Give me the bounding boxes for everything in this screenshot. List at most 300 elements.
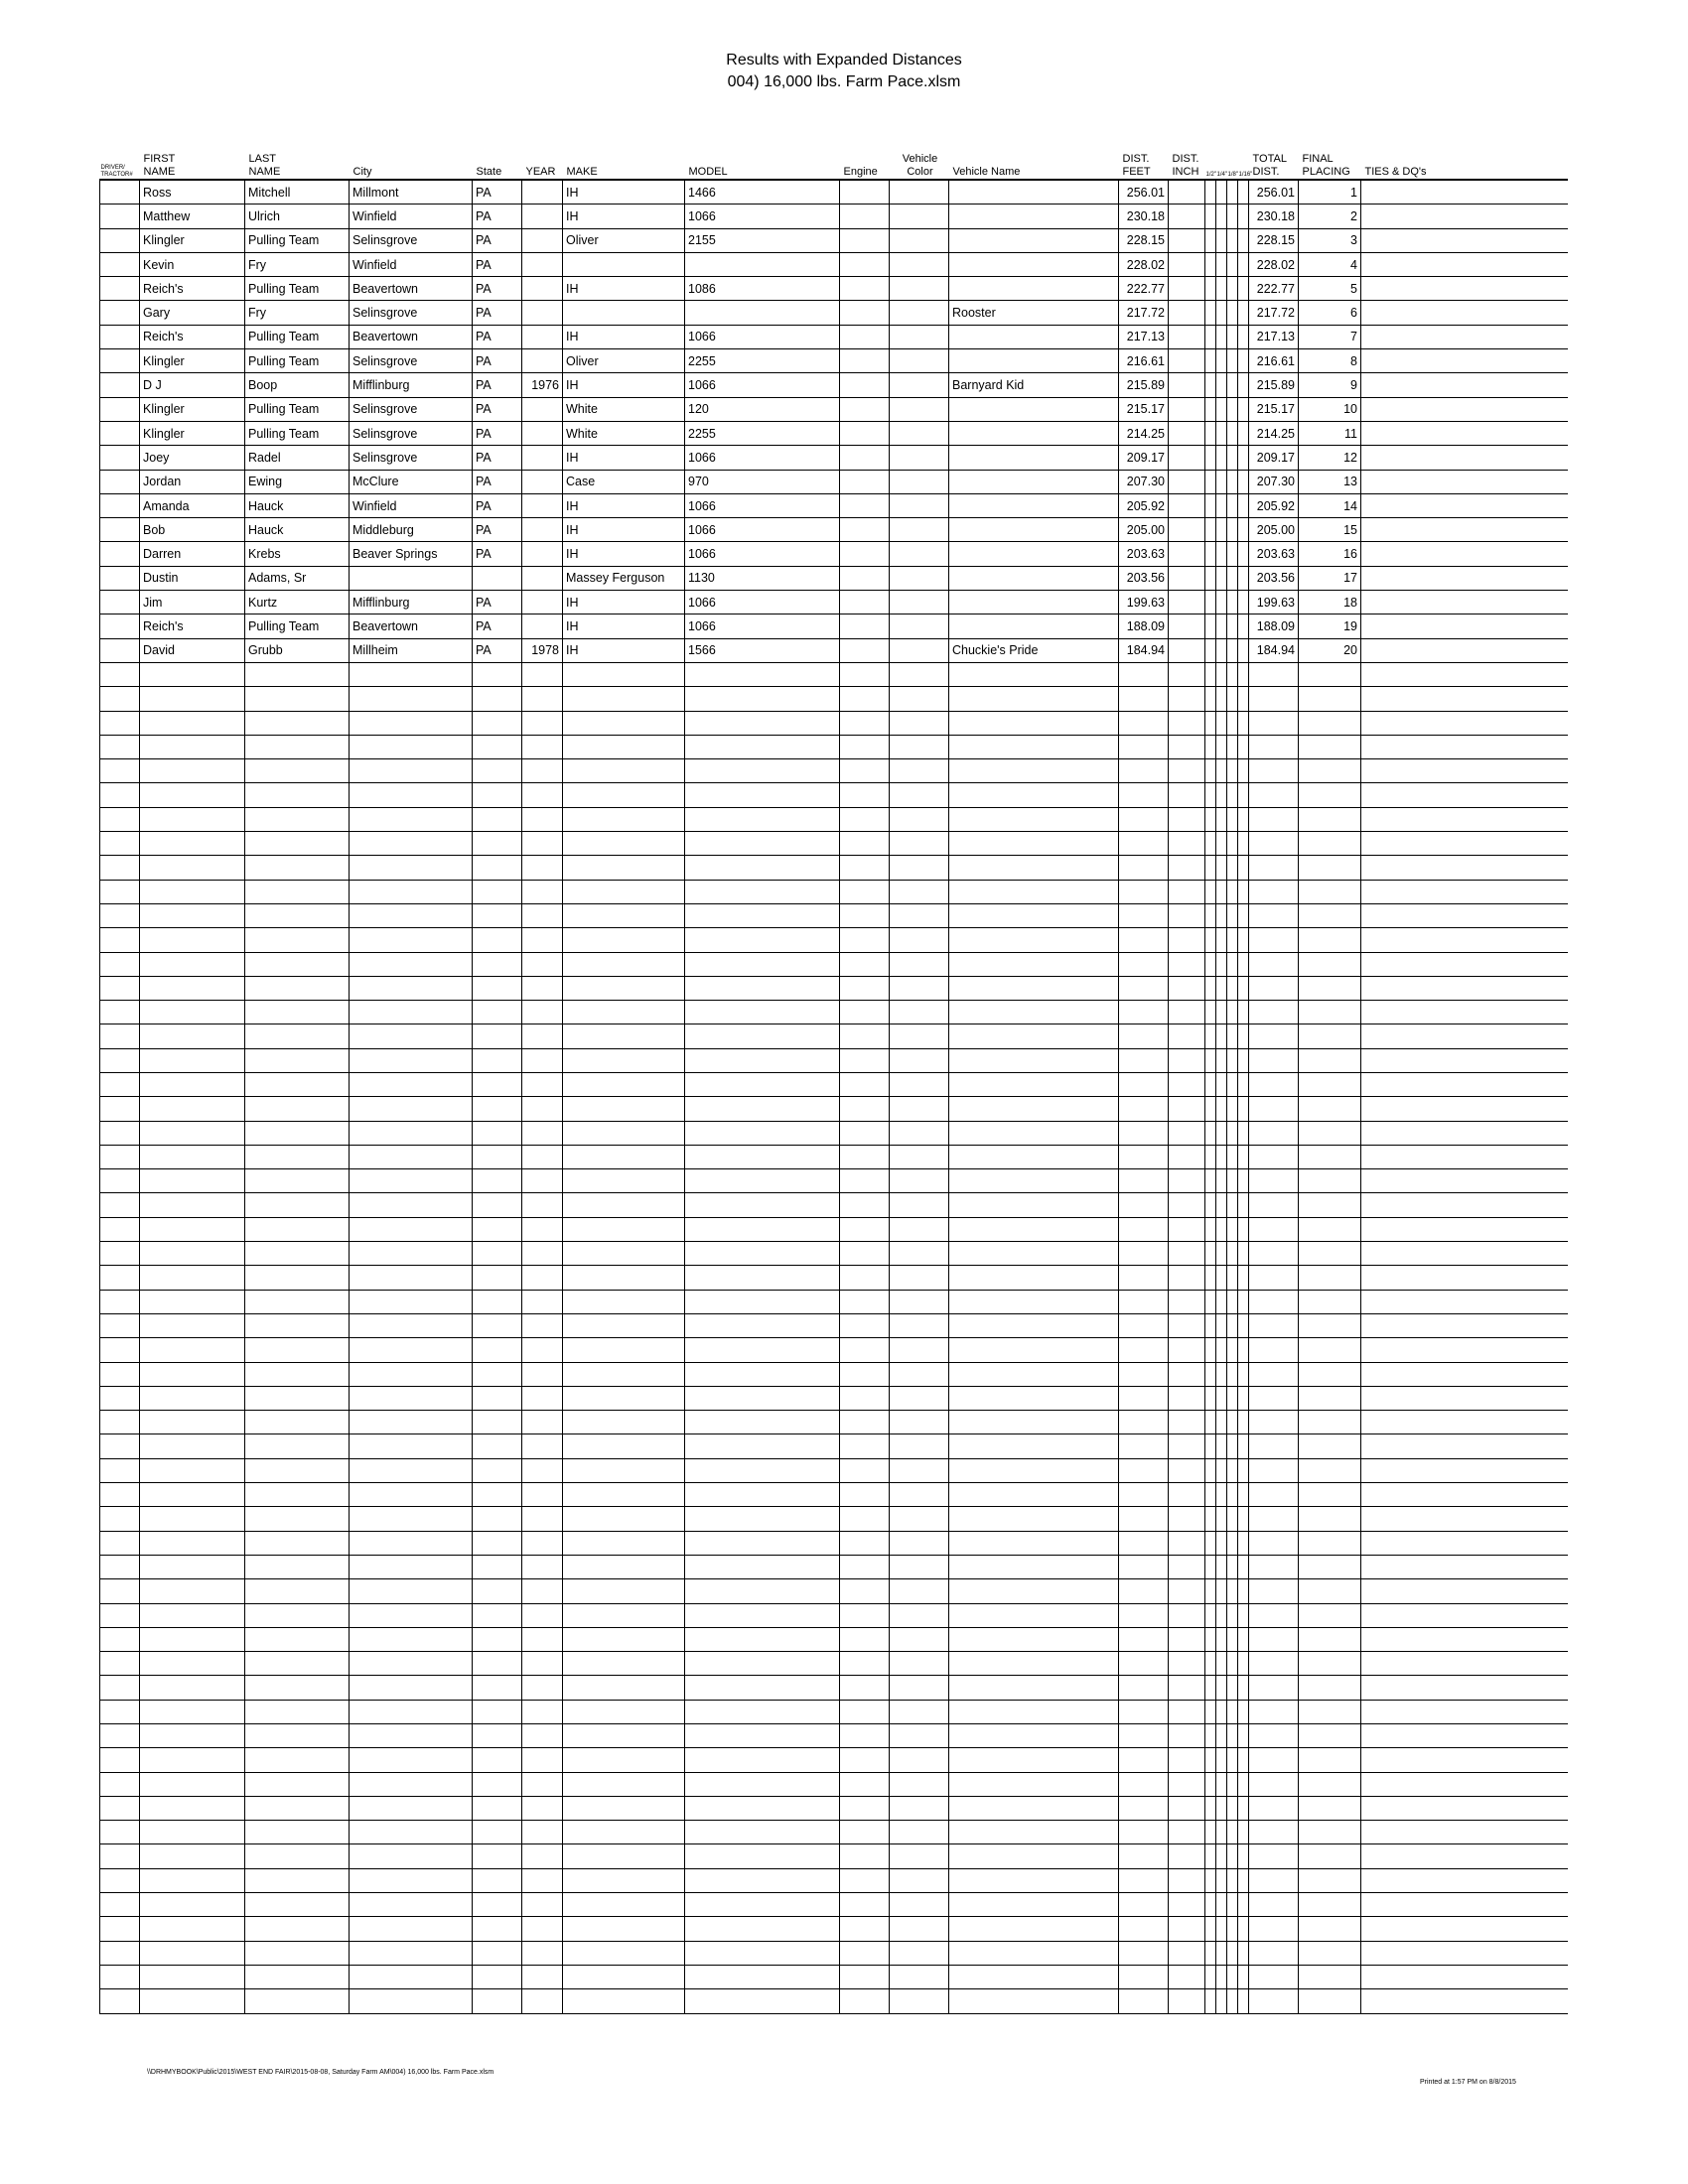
- table-cell: [1119, 1965, 1169, 1988]
- table-cell: [1169, 1652, 1205, 1676]
- table-cell: [1169, 1603, 1205, 1627]
- table-cell: [890, 1362, 949, 1386]
- table-cell: [949, 1965, 1119, 1988]
- table-cell: [1216, 807, 1227, 831]
- column-header-line1: DIST.: [1122, 153, 1150, 165]
- table-cell: [1238, 1868, 1249, 1892]
- table-cell: [1299, 1386, 1361, 1410]
- table-cell: [890, 542, 949, 566]
- table-cell: [890, 638, 949, 662]
- table-cell: [473, 1001, 522, 1024]
- table-cell: [1227, 301, 1238, 325]
- table-cell: 228.02: [1249, 252, 1299, 276]
- table-cell: [1216, 1965, 1227, 1988]
- table-cell: [890, 1290, 949, 1313]
- table-cell: [245, 1579, 350, 1603]
- table-cell: [949, 566, 1119, 590]
- table-cell: [949, 880, 1119, 903]
- table-cell: [140, 735, 245, 758]
- table-cell: [1119, 687, 1169, 711]
- table-cell: [949, 662, 1119, 686]
- table-cell: [1119, 1603, 1169, 1627]
- table-cell: [1216, 1001, 1227, 1024]
- table-cell: [685, 711, 840, 735]
- table-cell: [140, 1169, 245, 1193]
- table-cell: PA: [473, 325, 522, 348]
- empty-row: [100, 856, 1568, 880]
- table-cell: 1130: [685, 566, 840, 590]
- table-cell: [350, 1097, 473, 1121]
- table-cell: [1238, 1290, 1249, 1313]
- table-cell: [1361, 614, 1568, 638]
- table-cell: [1227, 1531, 1238, 1555]
- table-cell: [1169, 1868, 1205, 1892]
- table-cell: [1249, 1965, 1299, 1988]
- table-cell: [890, 1001, 949, 1024]
- table-cell: [1205, 1193, 1216, 1217]
- table-cell: [473, 1169, 522, 1193]
- empty-row: [100, 880, 1568, 903]
- table-cell: [949, 759, 1119, 783]
- table-cell: [1227, 783, 1238, 807]
- table-cell: [140, 856, 245, 880]
- table-cell: [1227, 1458, 1238, 1482]
- table-cell: [1361, 903, 1568, 927]
- table-cell: [1216, 1290, 1227, 1313]
- table-cell: [140, 1821, 245, 1844]
- table-cell: [1361, 1965, 1568, 1988]
- table-cell: [563, 1796, 685, 1820]
- table-cell: [522, 1652, 563, 1676]
- table-cell: David: [140, 638, 245, 662]
- table-cell: [1249, 662, 1299, 686]
- table-cell: [890, 903, 949, 927]
- table-cell: [100, 1579, 140, 1603]
- table-cell: [1205, 687, 1216, 711]
- table-cell: [949, 1652, 1119, 1676]
- table-cell: [949, 928, 1119, 952]
- table-cell: 215.89: [1119, 373, 1169, 397]
- table-cell: [140, 1555, 245, 1578]
- table-cell: [890, 1868, 949, 1892]
- table-cell: [1299, 1844, 1361, 1868]
- table-cell: [563, 1483, 685, 1507]
- table-cell: [1249, 928, 1299, 952]
- table-cell: [522, 566, 563, 590]
- table-cell: [473, 735, 522, 758]
- table-cell: [245, 1458, 350, 1482]
- table-cell: [563, 1362, 685, 1386]
- table-cell: [1216, 1458, 1227, 1482]
- table-cell: [1205, 880, 1216, 903]
- table-cell: [685, 807, 840, 831]
- table-cell: [1205, 180, 1216, 205]
- table-cell: [522, 1266, 563, 1290]
- table-cell: PA: [473, 349, 522, 373]
- table-cell: Pulling Team: [245, 325, 350, 348]
- table-cell: [1361, 880, 1568, 903]
- table-cell: [1169, 662, 1205, 686]
- table-cell: [840, 614, 890, 638]
- table-cell: [1205, 1024, 1216, 1048]
- table-cell: [350, 1772, 473, 1796]
- table-cell: [140, 687, 245, 711]
- table-cell: [1169, 903, 1205, 927]
- table-cell: [563, 1627, 685, 1651]
- table-cell: Kurtz: [245, 591, 350, 614]
- table-cell: PA: [473, 518, 522, 542]
- table-cell: [1119, 1362, 1169, 1386]
- table-cell: [245, 783, 350, 807]
- table-cell: [1249, 1386, 1299, 1410]
- table-cell: Reich's: [140, 614, 245, 638]
- table-cell: PA: [473, 493, 522, 517]
- table-cell: [522, 301, 563, 325]
- table-cell: [522, 976, 563, 1000]
- table-cell: [522, 252, 563, 276]
- table-cell: [1216, 1024, 1227, 1048]
- table-cell: [245, 976, 350, 1000]
- table-cell: [100, 1434, 140, 1458]
- table-cell: [949, 205, 1119, 228]
- table-cell: [890, 1386, 949, 1410]
- table-cell: [1169, 1844, 1205, 1868]
- table-cell: [1361, 1724, 1568, 1748]
- table-cell: [1205, 1001, 1216, 1024]
- table-cell: 2255: [685, 421, 840, 445]
- table-cell: [1169, 1001, 1205, 1024]
- table-cell: [140, 880, 245, 903]
- table-cell: [840, 1603, 890, 1627]
- table-cell: [1361, 373, 1568, 397]
- table-cell: [1361, 1483, 1568, 1507]
- table-cell: 184.94: [1249, 638, 1299, 662]
- table-cell: [890, 205, 949, 228]
- table-cell: [1227, 711, 1238, 735]
- table-cell: [1227, 1001, 1238, 1024]
- table-cell: [1227, 566, 1238, 590]
- table-cell: [473, 1868, 522, 1892]
- table-cell: Pulling Team: [245, 421, 350, 445]
- table-cell: [245, 928, 350, 952]
- table-cell: [1361, 856, 1568, 880]
- table-cell: Krebs: [245, 542, 350, 566]
- table-cell: [350, 1627, 473, 1651]
- table-cell: [100, 1507, 140, 1531]
- table-cell: [1227, 1941, 1238, 1965]
- table-cell: [1299, 807, 1361, 831]
- table-row: [100, 205, 1568, 228]
- column-header: [1249, 144, 1299, 180]
- table-cell: [840, 1001, 890, 1024]
- table-cell: [1361, 711, 1568, 735]
- table-cell: [1216, 687, 1227, 711]
- empty-row: [100, 1821, 1568, 1844]
- table-cell: [1205, 325, 1216, 348]
- table-cell: [1216, 928, 1227, 952]
- table-cell: [140, 1313, 245, 1337]
- table-cell: [563, 1266, 685, 1290]
- table-cell: [1205, 638, 1216, 662]
- table-cell: 17: [1299, 566, 1361, 590]
- table-cell: [1216, 1434, 1227, 1458]
- table-cell: [245, 832, 350, 856]
- table-cell: [1119, 1072, 1169, 1096]
- table-cell: [1249, 1748, 1299, 1772]
- table-cell: [245, 759, 350, 783]
- table-cell: [1205, 421, 1216, 445]
- table-cell: [1238, 952, 1249, 976]
- table-row: [100, 614, 1568, 638]
- column-header-line2: MODEL: [688, 166, 728, 178]
- table-cell: [350, 903, 473, 927]
- table-cell: White: [563, 397, 685, 421]
- table-cell: [1249, 1217, 1299, 1241]
- table-cell: [473, 1458, 522, 1482]
- table-cell: [890, 1434, 949, 1458]
- table-cell: [840, 421, 890, 445]
- table-cell: [100, 1917, 140, 1941]
- table-cell: [1227, 542, 1238, 566]
- table-cell: [1238, 1024, 1249, 1048]
- table-cell: [522, 1313, 563, 1337]
- table-cell: [522, 1145, 563, 1168]
- table-cell: [473, 1024, 522, 1048]
- table-cell: [1249, 1676, 1299, 1700]
- table-cell: [949, 591, 1119, 614]
- table-cell: [1216, 903, 1227, 927]
- table-cell: [840, 1868, 890, 1892]
- table-cell: PA: [473, 277, 522, 301]
- table-cell: [522, 1579, 563, 1603]
- table-cell: Pulling Team: [245, 614, 350, 638]
- table-cell: [1216, 301, 1227, 325]
- table-cell: [1216, 205, 1227, 228]
- table-cell: [100, 1024, 140, 1048]
- table-cell: [1238, 180, 1249, 205]
- table-cell: [1119, 952, 1169, 976]
- table-cell: [1216, 1821, 1227, 1844]
- table-cell: [890, 1748, 949, 1772]
- table-cell: [350, 1458, 473, 1482]
- empty-row: [100, 807, 1568, 831]
- table-cell: [1205, 1844, 1216, 1868]
- table-cell: [350, 662, 473, 686]
- table-cell: Bob: [140, 518, 245, 542]
- column-header: [473, 144, 522, 180]
- table-cell: [1205, 1676, 1216, 1700]
- table-cell: [890, 180, 949, 205]
- table-cell: [1216, 1097, 1227, 1121]
- table-cell: [1238, 1266, 1249, 1290]
- table-cell: [1119, 1676, 1169, 1700]
- table-cell: [1216, 1868, 1227, 1892]
- table-cell: 230.18: [1249, 205, 1299, 228]
- table-cell: [1249, 1724, 1299, 1748]
- table-cell: [522, 1893, 563, 1917]
- table-cell: [473, 687, 522, 711]
- table-cell: [1205, 976, 1216, 1000]
- table-cell: [890, 880, 949, 903]
- empty-row: [100, 1772, 1568, 1796]
- table-cell: [1249, 1893, 1299, 1917]
- table-cell: [890, 1242, 949, 1266]
- table-cell: [350, 1001, 473, 1024]
- table-cell: 14: [1299, 493, 1361, 517]
- table-cell: [1169, 1531, 1205, 1555]
- table-cell: IH: [563, 373, 685, 397]
- table-cell: 7: [1299, 325, 1361, 348]
- table-cell: [1169, 638, 1205, 662]
- table-cell: [563, 1121, 685, 1145]
- table-cell: [1216, 1313, 1227, 1337]
- table-cell: [522, 856, 563, 880]
- table-cell: [1249, 976, 1299, 1000]
- table-cell: [245, 735, 350, 758]
- table-cell: [563, 807, 685, 831]
- table-cell: [949, 711, 1119, 735]
- table-cell: [949, 952, 1119, 976]
- table-cell: [473, 1313, 522, 1337]
- table-cell: [1169, 493, 1205, 517]
- column-header-line1: [1365, 153, 1566, 166]
- table-cell: [1205, 1169, 1216, 1193]
- table-cell: [1227, 1313, 1238, 1337]
- table-cell: [140, 1145, 245, 1168]
- table-cell: [685, 1001, 840, 1024]
- table-cell: [890, 1796, 949, 1820]
- table-cell: [1169, 518, 1205, 542]
- table-cell: [1361, 1989, 1568, 2013]
- table-cell: [1238, 1724, 1249, 1748]
- table-cell: [840, 976, 890, 1000]
- table-cell: [1249, 1193, 1299, 1217]
- empty-row: [100, 783, 1568, 807]
- column-header-line1: [1206, 165, 1215, 172]
- table-cell: [890, 493, 949, 517]
- column-header-line1: [1239, 165, 1248, 172]
- table-cell: [685, 928, 840, 952]
- table-cell: [1119, 928, 1169, 952]
- table-cell: [890, 1048, 949, 1072]
- table-cell: [1361, 832, 1568, 856]
- table-cell: [1119, 1193, 1169, 1217]
- table-cell: [1361, 1121, 1568, 1145]
- table-cell: [245, 1868, 350, 1892]
- table-cell: [1169, 349, 1205, 373]
- table-cell: [1227, 277, 1238, 301]
- table-cell: [1119, 662, 1169, 686]
- table-cell: [1205, 1989, 1216, 2013]
- table-cell: [1227, 1169, 1238, 1193]
- table-cell: [350, 856, 473, 880]
- table-cell: [473, 1965, 522, 1988]
- table-cell: [522, 1338, 563, 1362]
- table-cell: [685, 1338, 840, 1362]
- table-cell: [350, 1024, 473, 1048]
- table-cell: Pulling Team: [245, 228, 350, 252]
- table-cell: [522, 1748, 563, 1772]
- table-cell: [1299, 1893, 1361, 1917]
- table-cell: [100, 373, 140, 397]
- table-cell: [1227, 856, 1238, 880]
- table-cell: [1361, 1001, 1568, 1024]
- table-cell: [890, 421, 949, 445]
- table-cell: [1227, 1434, 1238, 1458]
- table-cell: [840, 1748, 890, 1772]
- table-cell: [1227, 638, 1238, 662]
- table-cell: [1119, 1507, 1169, 1531]
- table-cell: [890, 301, 949, 325]
- table-cell: [140, 1024, 245, 1048]
- empty-row: [100, 1313, 1568, 1337]
- table-cell: [522, 446, 563, 470]
- table-cell: [949, 542, 1119, 566]
- table-cell: [1238, 1893, 1249, 1917]
- table-cell: [245, 1483, 350, 1507]
- table-cell: [1119, 1145, 1169, 1168]
- table-cell: [522, 397, 563, 421]
- column-header-line1: [689, 153, 838, 166]
- table-cell: [350, 1844, 473, 1868]
- table-cell: [350, 1266, 473, 1290]
- table-cell: [1361, 518, 1568, 542]
- table-cell: [140, 1507, 245, 1531]
- table-cell: [563, 976, 685, 1000]
- table-cell: [1169, 1507, 1205, 1531]
- table-cell: [100, 807, 140, 831]
- column-header-line2: 1/16": [1238, 172, 1253, 178]
- table-cell: [1249, 1145, 1299, 1168]
- table-cell: 217.13: [1249, 325, 1299, 348]
- table-cell: [1119, 1217, 1169, 1241]
- table-cell: [1216, 446, 1227, 470]
- table-cell: [1238, 783, 1249, 807]
- table-cell: [1216, 1145, 1227, 1168]
- table-row: [100, 397, 1568, 421]
- table-cell: [1205, 518, 1216, 542]
- table-cell: [1119, 1941, 1169, 1965]
- table-cell: [1238, 349, 1249, 373]
- column-header: [563, 144, 685, 180]
- table-cell: [563, 1290, 685, 1313]
- table-cell: [1216, 1242, 1227, 1266]
- table-cell: [245, 1411, 350, 1434]
- table-cell: [1227, 1868, 1238, 1892]
- table-cell: [1238, 662, 1249, 686]
- table-cell: [522, 735, 563, 758]
- table-cell: [840, 1652, 890, 1676]
- table-cell: [1169, 1313, 1205, 1337]
- table-cell: [100, 180, 140, 205]
- table-cell: [1227, 1048, 1238, 1072]
- table-cell: [949, 783, 1119, 807]
- table-cell: [100, 976, 140, 1000]
- table-cell: [100, 1483, 140, 1507]
- table-cell: [522, 1965, 563, 1988]
- table-cell: [140, 1290, 245, 1313]
- table-cell: [1119, 976, 1169, 1000]
- table-cell: [100, 1676, 140, 1700]
- table-cell: [949, 1748, 1119, 1772]
- table-cell: [685, 1217, 840, 1241]
- table-cell: [100, 1796, 140, 1820]
- table-cell: [1169, 228, 1205, 252]
- table-cell: [100, 903, 140, 927]
- table-cell: [949, 180, 1119, 205]
- table-cell: [473, 1941, 522, 1965]
- empty-row: [100, 1217, 1568, 1241]
